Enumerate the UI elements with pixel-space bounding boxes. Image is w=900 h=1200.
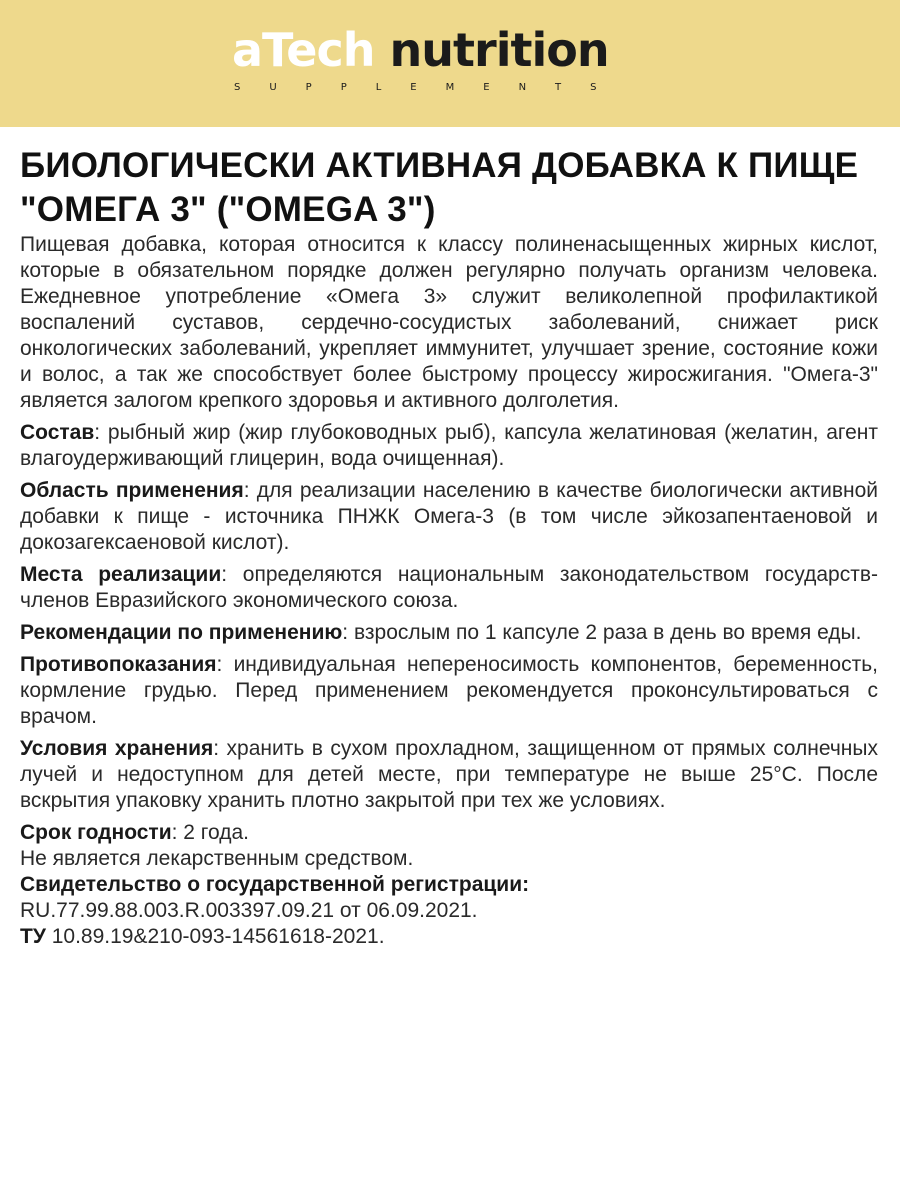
- application-text: : для реализации населению в качестве биологически активной добавки к пище - источника ПНЖК Омега-3 (в том числе эйкозапентаеновой и докозагексаеновой кислот).: [20, 479, 878, 554]
- application-label: Область применения: [20, 479, 244, 502]
- storage-text: : хранить в сухом прохладном, защищенном от прямых солнечных лучей и недоступном для детей месте, при температуре не выше 25°C. После вскрытия упаковку хранить плотно закрытой при тех же условиях.: [20, 737, 878, 812]
- composition-section: [20, 420, 878, 472]
- usage-label: Рекомендации по применению: [20, 621, 343, 644]
- storage-label: Условия хранения: [20, 737, 214, 760]
- application-section: [20, 478, 878, 556]
- contraindications-label: Противопоказания: [20, 653, 217, 676]
- brand-header: [0, 0, 900, 127]
- shelf-life-text: : 2 года.: [171, 821, 249, 844]
- registration-label: Свидетельство о государственной регистрации:: [20, 873, 530, 896]
- composition-label: Состав: [20, 421, 95, 444]
- contraindications-text: : индивидуальная непереносимость компонентов, беременность, кормление грудью. Перед применением рекомендуется проконсультироваться с врачом.: [20, 653, 878, 728]
- logo-wordmark: [232, 24, 609, 76]
- product-description: [20, 144, 878, 950]
- shelf-life-label: Срок годности: [20, 821, 172, 844]
- registration-section: [20, 872, 878, 898]
- tu-text: 10.89.19&210-093-14561618-2021.: [45, 925, 385, 948]
- contraindications-section: [20, 652, 878, 730]
- intro-paragraph: Пищевая добавка, которая относится к классу полиненасыщенных жирных кислот, которые в обязательном порядке должен регулярно получать организм человека. Ежедневное употребление «Омега 3» служит великолепной профилактикой воспалений суставов, сердечно-сосудистых заболеваний, снижает риск онкологических заболеваний, укрепляет иммунитет, улучшает зрение, состояние кожи и волос, а так же способствует более быстрому процессу жиросжигания. "Омега-3" является залогом крепкого здоровья и активного долголетия.: [20, 233, 878, 412]
- tu-label: ТУ: [20, 925, 46, 948]
- logo-brand-atech: aTech: [232, 23, 375, 77]
- registration-number: RU.77.99.88.003.R.003397.09.21 от 06.09.2021.: [20, 899, 478, 922]
- usage-section: [20, 620, 878, 646]
- brand-logo: [232, 24, 632, 104]
- storage-section: [20, 736, 878, 814]
- usage-text: : взрослым по 1 капсуле 2 раза в день во время еды.: [342, 621, 862, 644]
- sales-text: : определяются национальным законодательством государств-членов Евразийского экономического союза.: [20, 563, 878, 612]
- not-medicine-note: Не является лекарственным средством.: [20, 847, 414, 870]
- composition-text: : рыбный жир (жир глубоководных рыб), капсула желатиновая (желатин, агент влагоудерживающий глицерин, вода очищенная).: [20, 421, 878, 470]
- sales-section: [20, 562, 878, 614]
- product-title: БИОЛОГИЧЕСКИ АКТИВНАЯ ДОБАВКА К ПИЩЕ "ОМЕГА 3" ("OMEGA 3"): [20, 146, 859, 229]
- tu-section: [20, 924, 878, 950]
- shelf-life-section: [20, 820, 878, 846]
- logo-brand-nutrition: nutrition: [374, 23, 609, 77]
- sales-label: Места реализации: [20, 563, 222, 586]
- logo-subtitle: SUPPLEMENTS: [234, 82, 626, 93]
